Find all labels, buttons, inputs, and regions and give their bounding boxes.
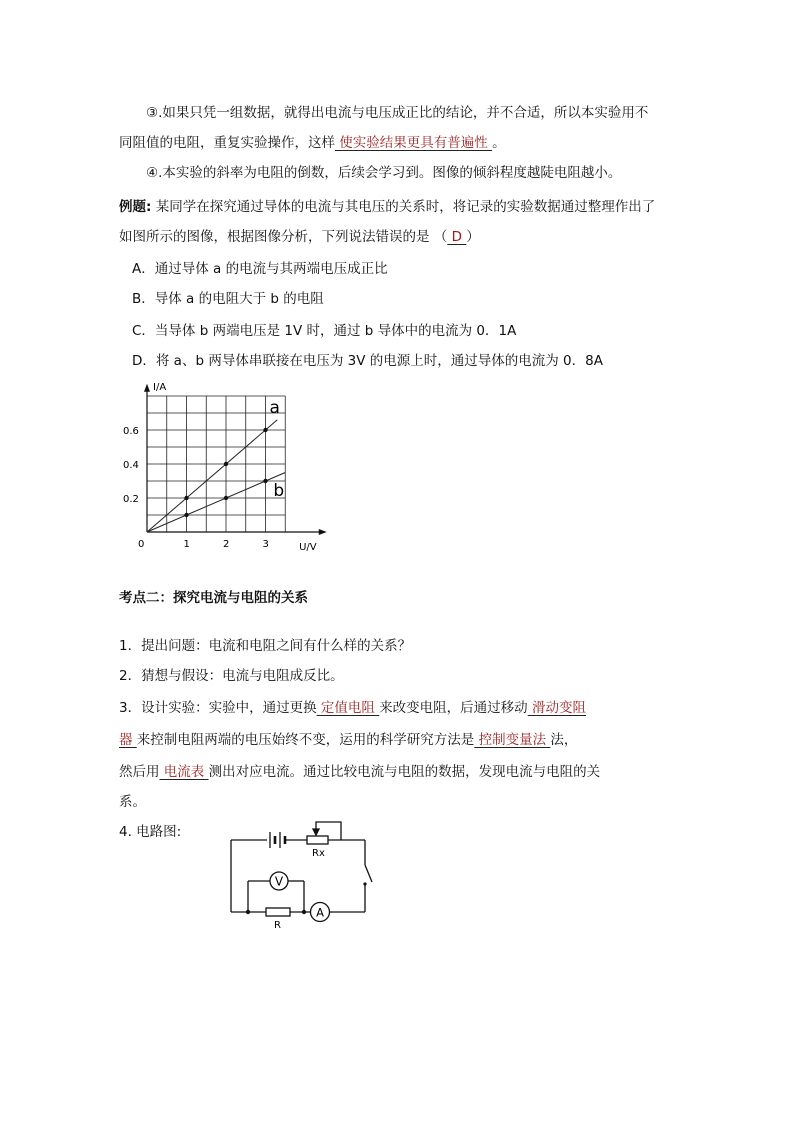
y-axis-label: I/A: [153, 381, 167, 393]
answer-ammeter: 电流表: [159, 764, 209, 780]
option-a: A．通过导体 a 的电流与其两端电压成正比: [132, 261, 388, 277]
option-b: B．导体 a 的电阻大于 b 的电阻: [132, 291, 324, 307]
switch-blade: [365, 865, 372, 882]
x-tick-label: 1: [183, 539, 190, 550]
item-1: 1．提出问题：电流和电阻之间有什么样的关系？: [119, 638, 412, 654]
x-axis-label: U/V: [299, 542, 317, 553]
resistor-label: R: [274, 920, 281, 931]
item-3-text-e: 然后用: [119, 764, 160, 780]
junction-right: [302, 910, 306, 914]
item-2: 2．猜想与假设：电流与电阻成反比。: [119, 668, 344, 684]
example-answer: D: [447, 229, 467, 245]
x-tick-label: 3: [262, 539, 269, 550]
item-3-line4: 系。: [119, 794, 146, 810]
answer-control-variable: 控制变量法: [474, 732, 551, 748]
answer-blank-universality: 使实验结果更具有普遍性: [335, 135, 493, 151]
answer-rheostat-1: 滑动变阻: [527, 700, 586, 716]
para-3-line1: ③.如果只凭一组数据，就得出电流与电压成正比的结论，并不合适，所以本实验用不: [146, 105, 649, 121]
answer-rheostat-2: 器: [119, 732, 137, 748]
para-3-line2-text: 同阻值的电阻，重复实验操作，这样: [119, 135, 335, 151]
rheostat-label: Rx: [312, 848, 325, 859]
option-c: C．当导体 b 两端电压是 1V 时，通过 b 导体中的电流为 0．1A: [132, 323, 517, 339]
answer-fixed-resistor: 定值电阻: [316, 700, 380, 716]
example-close: ）: [466, 229, 480, 245]
y-tick-label: 0.4: [123, 460, 139, 471]
option-d: D．将 a、b 两导体串联接在电压为 3V 的电源上时，通过导体的电流为 0．8A: [132, 353, 603, 369]
x-tick-label: 0: [138, 539, 145, 550]
item-3-text-f: 测出对应电流。通过比较电流与电阻的数据，发现电流与电阻的关: [208, 764, 601, 780]
rheostat-body: [307, 836, 328, 844]
y-tick-label: 0.2: [123, 494, 139, 505]
example-text1: 某同学在探究通过导体的电流与其电压的关系时，将记录的实验数据通过整理作出了: [151, 199, 656, 215]
para-3-line2-end: 。: [492, 135, 506, 151]
switch-contact: [363, 882, 366, 885]
resistor-body: [266, 908, 290, 916]
item-4-label: 4. 电路图:: [119, 824, 182, 840]
series-label-a: a: [269, 398, 280, 418]
item-3-text-b: 来改变电阻，后通过移动: [379, 700, 528, 716]
item-3-text-d: 法，: [550, 732, 578, 748]
example-label: 例题:: [119, 199, 152, 215]
item-3-text-a: 3．设计实验：实验中，通过更换: [119, 700, 317, 716]
item-3-text-c: 来控制电阻两端的电压始终不变，运用的科学研究方法是: [136, 732, 475, 748]
x-tick-label: 2: [223, 539, 230, 550]
rheostat-slider-arrow: [313, 829, 319, 835]
series-label-b: b: [273, 481, 285, 501]
example-text2: 如图所示的图像，根据图像分析，下列说法错误的是 （: [119, 229, 448, 245]
section-title: 考点二：探究电流与电阻的关系: [119, 590, 308, 606]
ammeter-label: A: [316, 905, 324, 920]
para-4: ④.本实验的斜率为电阻的倒数，后续会学习到。图像的倾斜程度越陡电阻越小。: [146, 165, 622, 181]
y-tick-label: 0.6: [123, 426, 139, 437]
voltmeter-label: V: [274, 874, 284, 889]
junction-left: [246, 910, 250, 914]
